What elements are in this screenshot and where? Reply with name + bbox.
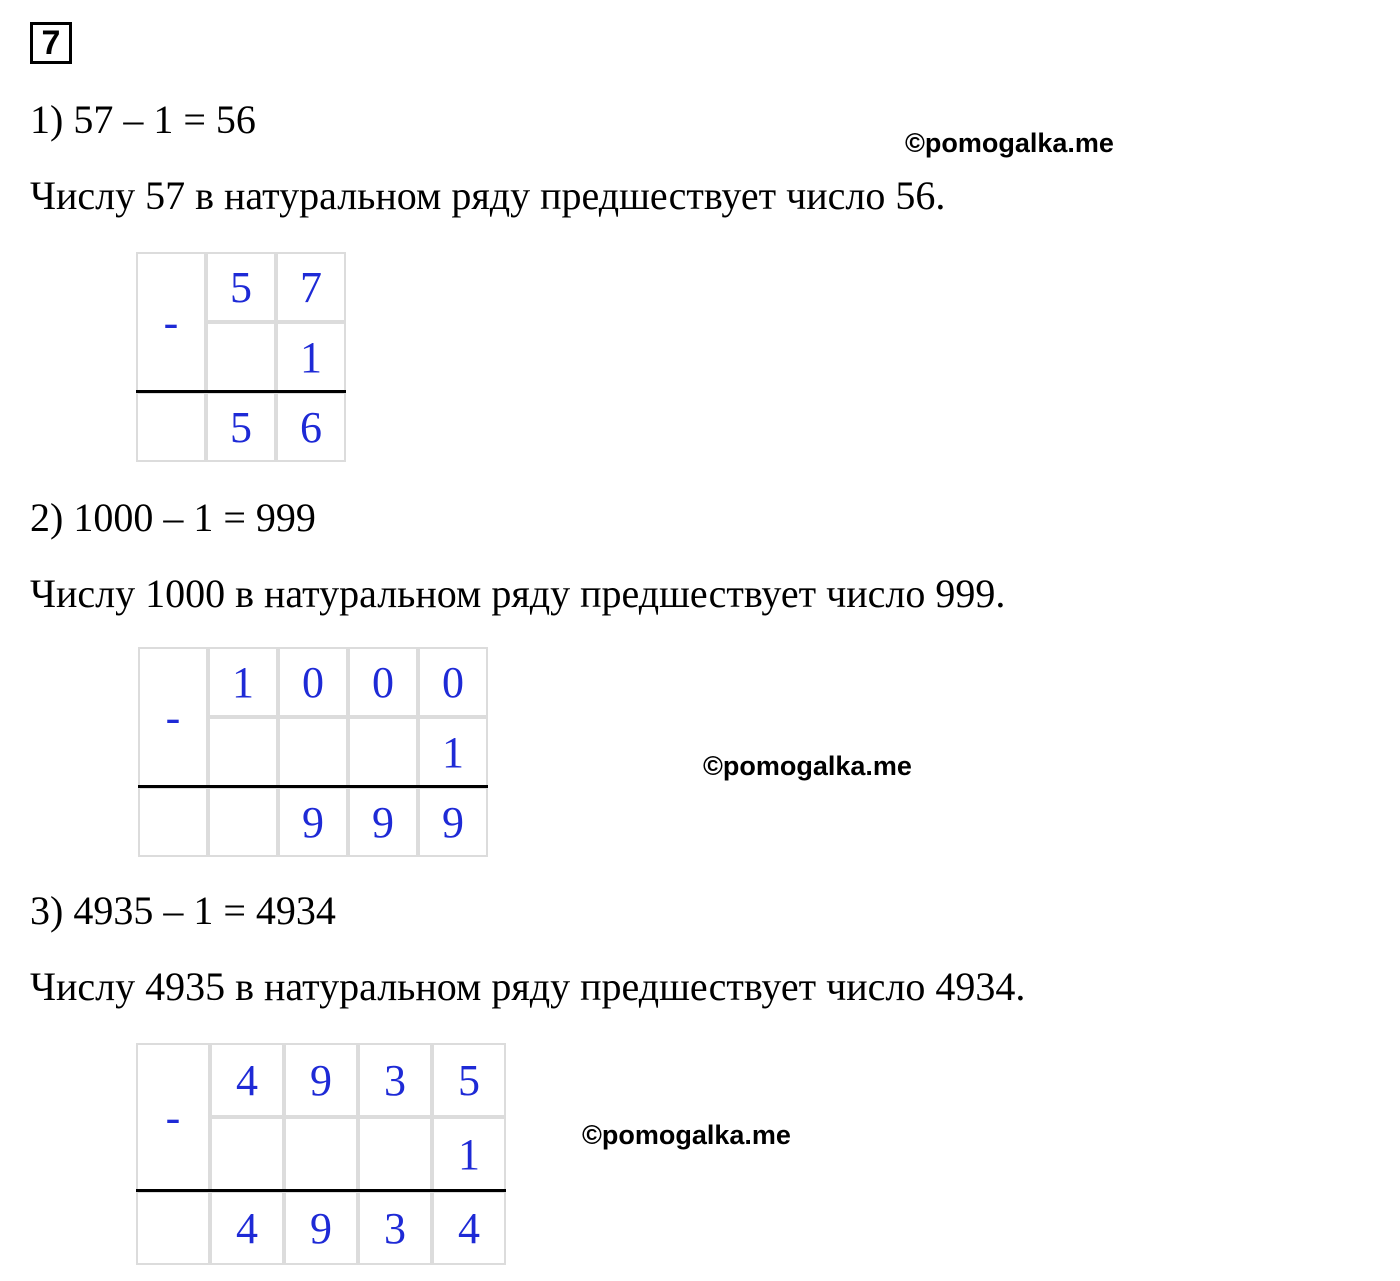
subtrahend-digit: 1 <box>432 1117 506 1191</box>
result-digit: 9 <box>284 1191 358 1265</box>
minuend-digit: 3 <box>358 1043 432 1117</box>
result-digit: 4 <box>432 1191 506 1265</box>
watermark: ©pomogalka.me <box>703 751 912 781</box>
minuend-digit: 4 <box>210 1043 284 1117</box>
sentence-1: Числу 57 в натуральном ряду предшествует число 56. <box>30 173 946 218</box>
subtrahend-digit <box>348 717 418 787</box>
minuend-digit: 7 <box>276 252 346 322</box>
subtrahend-digit <box>208 717 278 787</box>
subtraction-line <box>136 1189 506 1192</box>
minuend-digit: 0 <box>418 647 488 717</box>
minuend-digit: 5 <box>206 252 276 322</box>
subtraction-line <box>136 390 346 393</box>
result-blank-cell <box>138 787 208 857</box>
subtrahend-digit <box>210 1117 284 1191</box>
equation-2: 2) 1000 – 1 = 999 <box>30 495 316 540</box>
result-digit: 9 <box>348 787 418 857</box>
subtrahend-digit <box>206 322 276 392</box>
watermark: ©pomogalka.me <box>582 1120 791 1150</box>
task-number: 7 <box>30 22 72 64</box>
minuend-digit: 0 <box>278 647 348 717</box>
minus-sign: - <box>136 1043 210 1191</box>
equation-1: 1) 57 – 1 = 56 <box>30 97 256 142</box>
minuend-digit: 1 <box>208 647 278 717</box>
equation-3: 3) 4935 – 1 = 4934 <box>30 888 336 933</box>
minuend-digit: 9 <box>284 1043 358 1117</box>
result-digit: 5 <box>206 392 276 462</box>
minus-sign: - <box>138 647 208 787</box>
result-digit: 6 <box>276 392 346 462</box>
subtrahend-digit: 1 <box>418 717 488 787</box>
subtraction-line <box>138 785 488 788</box>
watermark: ©pomogalka.me <box>905 128 1114 158</box>
result-digit: 3 <box>358 1191 432 1265</box>
subtrahend-digit <box>284 1117 358 1191</box>
sentence-2: Числу 1000 в натуральном ряду предшествует число 999. <box>30 571 1006 616</box>
minuend-digit: 5 <box>432 1043 506 1117</box>
sentence-3: Числу 4935 в натуральном ряду предшествует число 4934. <box>30 964 1026 1009</box>
result-blank-cell <box>136 1191 210 1265</box>
minuend-digit: 0 <box>348 647 418 717</box>
result-digit: 9 <box>418 787 488 857</box>
result-blank-cell <box>136 392 206 462</box>
minus-sign: - <box>136 252 206 392</box>
result-digit: 9 <box>278 787 348 857</box>
subtrahend-digit: 1 <box>276 322 346 392</box>
result-digit <box>208 787 278 857</box>
result-digit: 4 <box>210 1191 284 1265</box>
subtrahend-digit <box>278 717 348 787</box>
subtrahend-digit <box>358 1117 432 1191</box>
